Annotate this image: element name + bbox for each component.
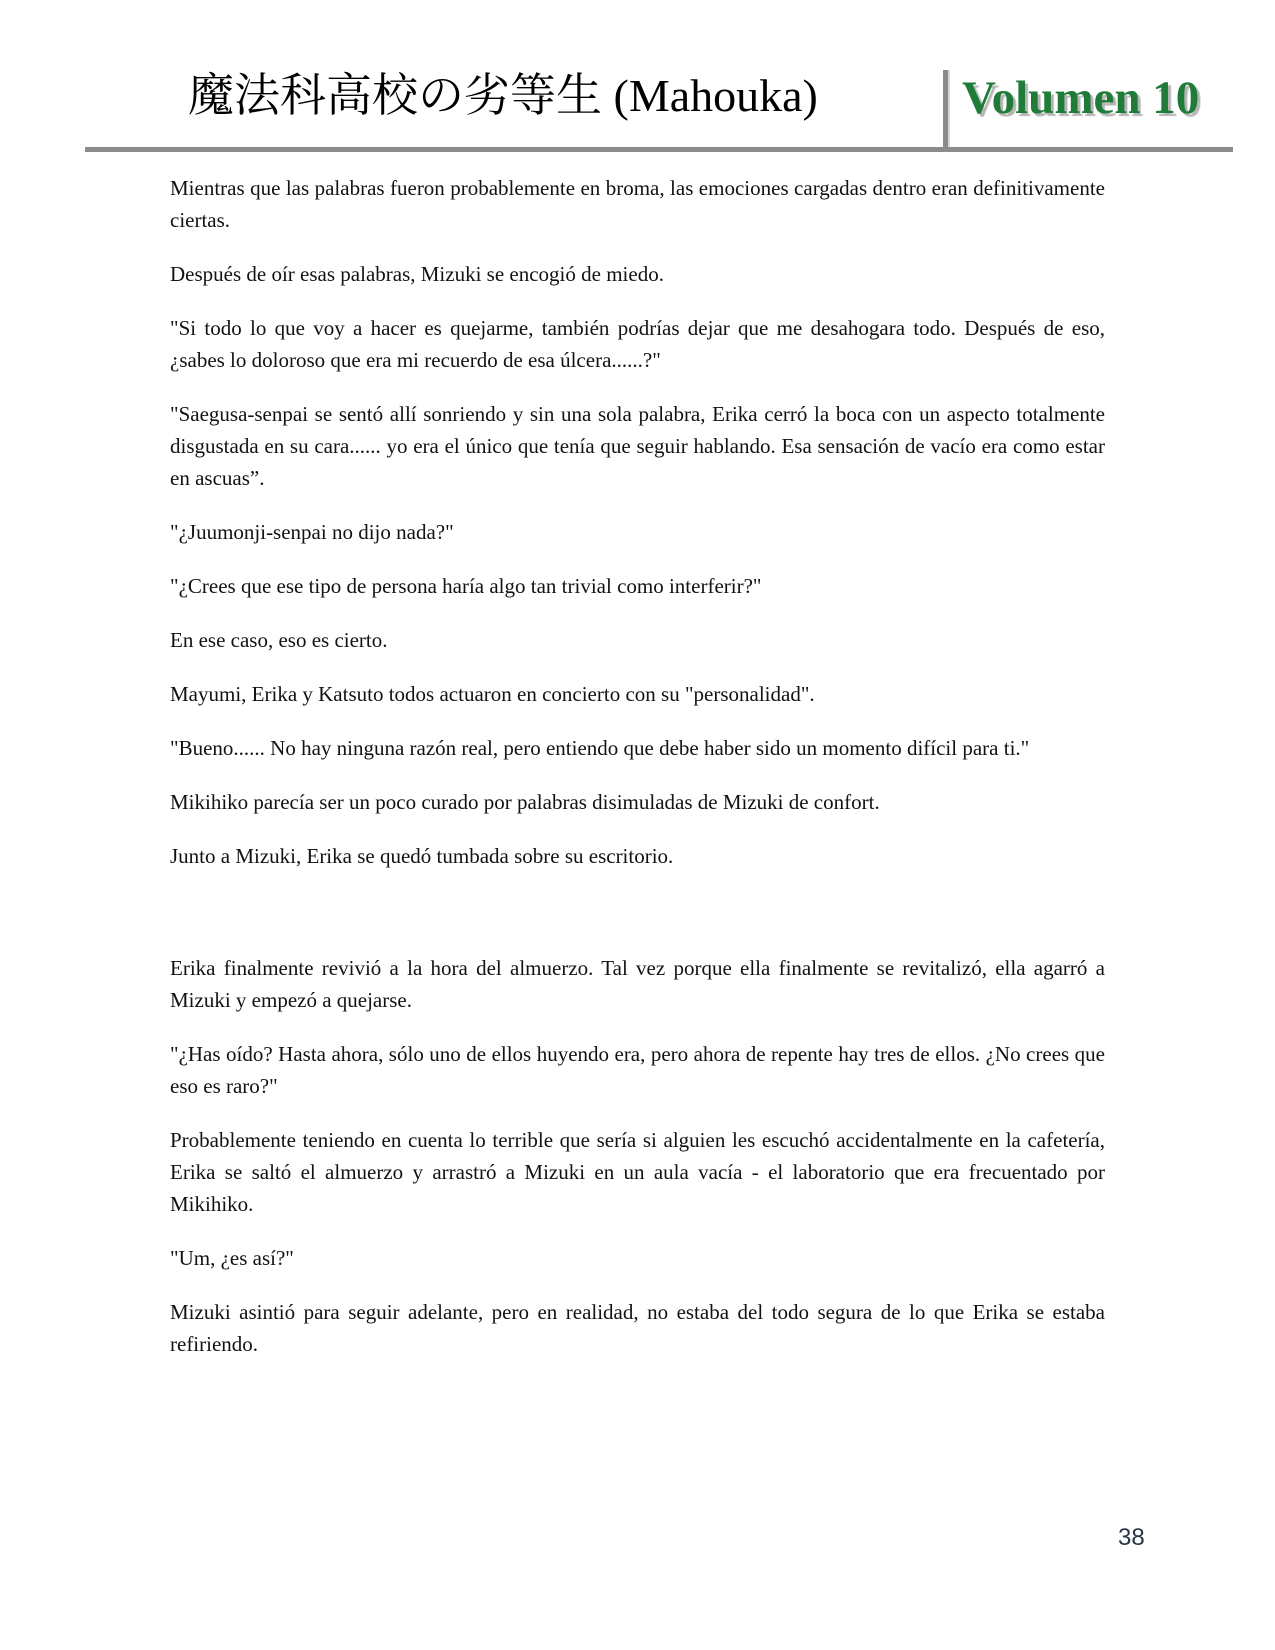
paragraph: Mientras que las palabras fueron probablemente en broma, las emociones cargadas dentro eran definitivamente ciertas. — [170, 176, 1105, 232]
paragraph: Mayumi, Erika y Katsuto todos actuaron en concierto con su "personalidad". — [170, 682, 815, 706]
document-title-japanese: 魔法科高校の劣等生 (Mahouka) — [188, 70, 818, 121]
header-divider-bar — [943, 70, 948, 148]
paragraph: Erika finalmente revivió a la hora del almuerzo. Tal vez porque ella finalmente se revitalizó, ella agarró a Mizuki y empezó a quejarse. — [170, 956, 1105, 1012]
scene-break-spacer — [170, 894, 1105, 952]
paragraph: Probablemente teniendo en cuenta lo terrible que sería si alguien les escuchó accidentalmente en la cafetería, Erika se saltó el almuerzo y arrastró a Mizuki en un aula vacía - el laboratorio que era frecuentado por Mikihiko. — [170, 1128, 1105, 1216]
body-text-block — [170, 172, 1105, 1382]
paragraph: "¿Juumonji-senpai no dijo nada?" — [170, 520, 454, 544]
paragraph: "Um, ¿es así?" — [170, 1246, 294, 1270]
header-horizontal-rule — [85, 147, 1233, 152]
paragraph: En ese caso, eso es cierto. — [170, 628, 388, 652]
paragraph: "¿Has oído? Hasta ahora, sólo uno de ellos huyendo era, pero ahora de repente hay tres de ellos. ¿No crees que eso es raro?" — [170, 1042, 1105, 1098]
paragraph: "¿Crees que ese tipo de persona haría algo tan trivial como interferir?" — [170, 574, 762, 598]
paragraph: Junto a Mizuki, Erika se quedó tumbada sobre su escritorio. — [170, 844, 674, 868]
paragraph: "Si todo lo que voy a hacer es quejarme, también podrías dejar que me desahogara todo. Después de eso, ¿sabes lo doloroso que era mi recuerdo de esa úlcera......?" — [170, 316, 1105, 372]
paragraph: Mikihiko parecía ser un poco curado por palabras disimuladas de Mizuki de confort. — [170, 790, 880, 814]
volume-label: Volumen 10 — [962, 72, 1200, 124]
paragraph: "Bueno...... No hay ninguna razón real, pero entiendo que debe haber sido un momento difícil para ti." — [170, 736, 1030, 760]
paragraph: "Saegusa-senpai se sentó allí sonriendo y sin una sola palabra, Erika cerró la boca con un aspecto totalmente disgustada en su cara...... yo era el único que tenía que seguir hablando. Esa sensación de vacío era como estar en ascuas”. — [170, 402, 1105, 490]
page-number: 38 — [1118, 1524, 1145, 1551]
paragraph: Después de oír esas palabras, Mizuki se encogió de miedo. — [170, 262, 664, 286]
paragraph: Mizuki asintió para seguir adelante, pero en realidad, no estaba del todo segura de lo que Erika se estaba refiriendo. — [170, 1300, 1105, 1356]
